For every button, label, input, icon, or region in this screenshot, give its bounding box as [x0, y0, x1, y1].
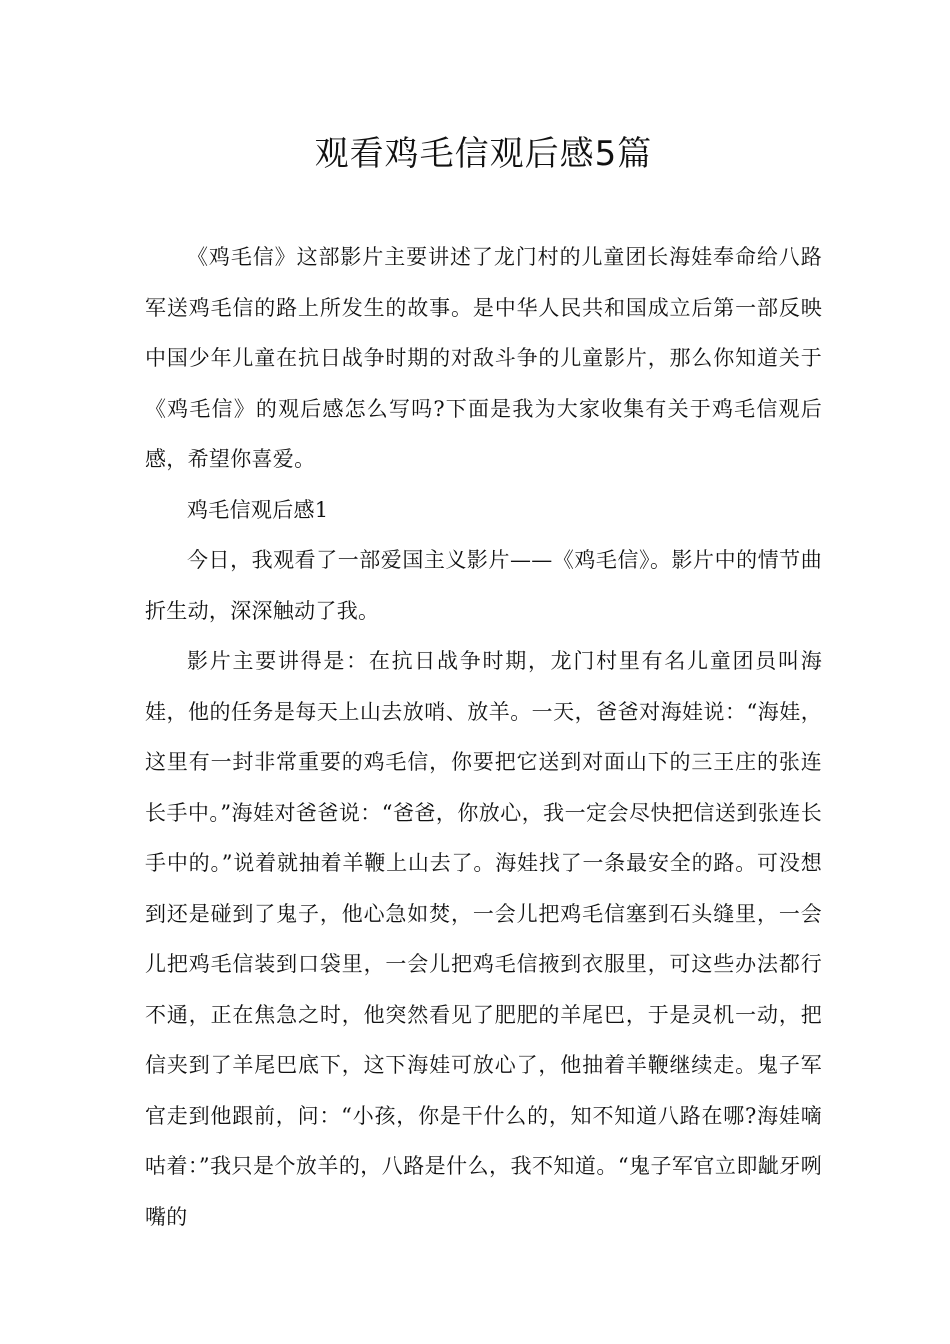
- body-paragraph: 今日，我观看了一部爱国主义影片——《鸡毛信》。影片中的情节曲折生动，深深触动了我。: [145, 548, 822, 623]
- intro-paragraph: 《鸡毛信》这部影片主要讲述了龙门村的儿童团长海娃奉命给八路军送鸡毛信的路上所发生的故事。是中华人民共和国成立后第一部反映中国少年儿童在抗日战争时期的对敌斗争的儿童影片，那么你知道关于《鸡毛信》的观后感怎么写吗?下面是我为大家收集有关于鸡毛信观后感，希望你喜爱。: [145, 245, 822, 471]
- body-paragraph: 影片主要讲得是：在抗日战争时期，龙门村里有名儿童团员叫海娃，他的任务是每天上山去放哨、放羊。一天，爸爸对海娃说：“海娃，这里有一封非常重要的鸡毛信，你要把它送到对面山下的三王庄的张连长手中。”海娃对爸爸说：“爸爸，你放心，我一定会尽快把信送到张连长手中的。”说着就抽着羊鞭上山去了。海娃找了一条最安全的路。可没想到还是碰到了鬼子，他心急如焚，一会儿把鸡毛信塞到石头缝里，一会儿把鸡毛信装到口袋里，一会儿把鸡毛信掖到衣服里，可这些办法都行不通，正在焦急之时，他突然看见了肥肥的羊尾巴，于是灵机一动，把信夹到了羊尾巴底下，这下海娃可放心了，他抽着羊鞭继续走。鬼子军官走到他跟前，问：“小孩，你是干什么的，知不知道八路在哪?海娃嘀咕着：”我只是个放羊的，八路是什么，我不知道。“鬼子军官立即龇牙咧嘴的: [145, 649, 822, 1229]
- document-body: [145, 232, 822, 1242]
- section-heading: 鸡毛信观后感1: [187, 497, 329, 522]
- document-title: 观看鸡毛信观后感5篇: [314, 134, 653, 174]
